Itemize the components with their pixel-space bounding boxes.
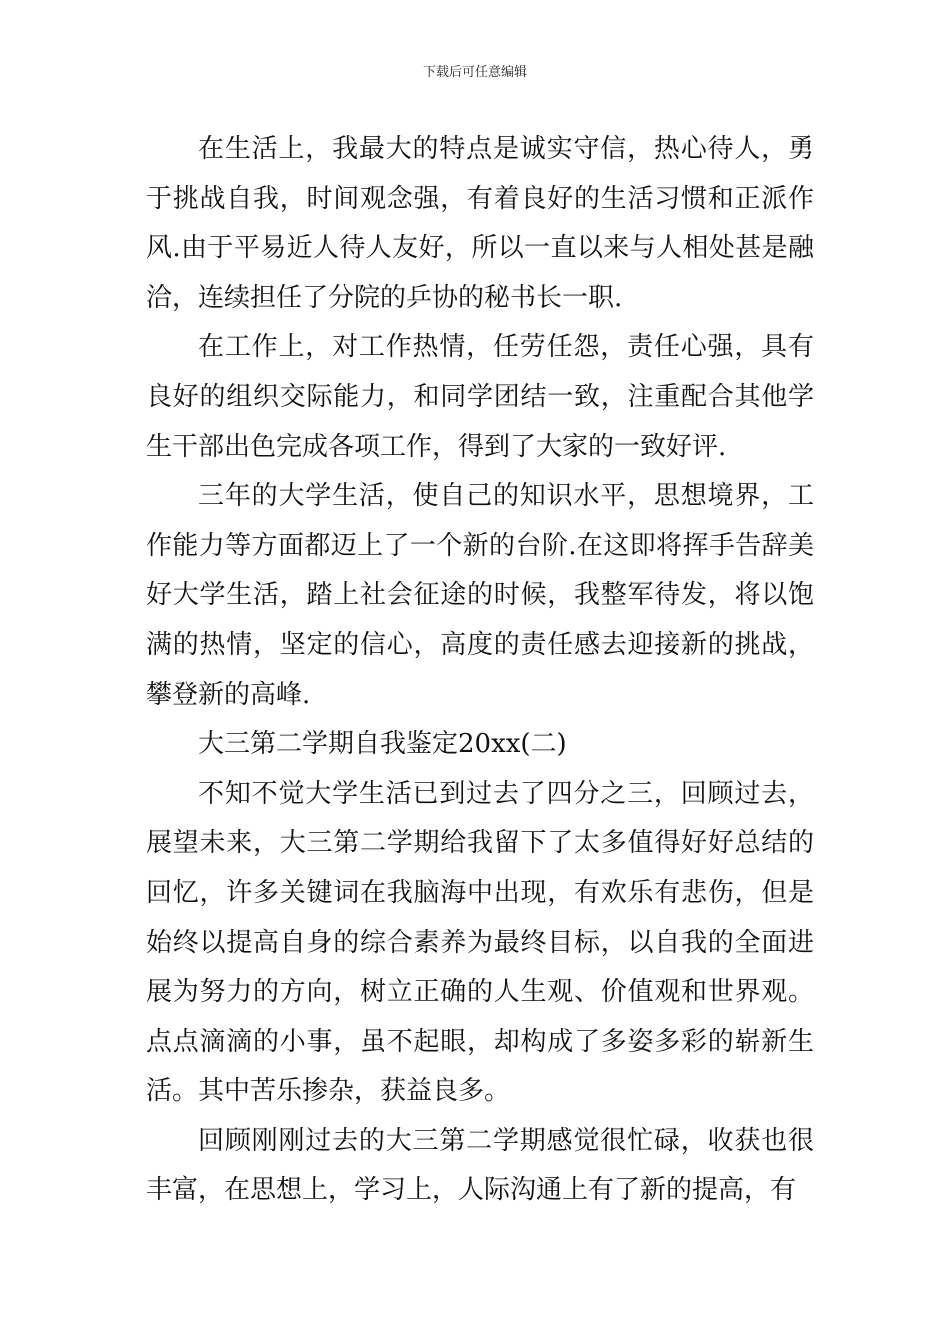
section-heading: 大三第二学期自我鉴定20xx(二) <box>198 729 567 760</box>
paragraph-work: 在工作上，对工作热情，任劳任怨，责任心强，具有良好的组织交际能力，和同学团结一致，注重配合其他学生干部出色完成各项工作，得到了大家的一致好评. <box>146 332 814 462</box>
paragraph-summary: 三年的大学生活，使自己的知识水平，思想境界，工作能力等方面都迈上了一个新的台阶.在这即将挥手告辞美好大学生活，踏上社会征途的时候，我整军待发，将以饱满的热情，坚定的信心，高度的责任感去迎接新的挑战，攀登新的高峰. <box>146 481 814 710</box>
paragraph-review: 回顾刚刚过去的大三第二学期感觉很忙碌，收获也很丰富，在思想上，学习上，人际沟通上有了新的提高，有 <box>146 1125 814 1206</box>
document-body <box>146 125 814 1216</box>
paragraph-reflection: 不知不觉大学生活已到过去了四分之三，回顾过去，展望未来，大三第二学期给我留下了太多值得好好总结的回忆，许多关键词在我脑海中出现，有欢乐有悲伤，但是始终以提高自身的综合素养为最终目标，以自我的全面进展为努力的方向，树立正确的人生观、价值观和世界观。点点滴滴的小事，虽不起眼，却构成了多姿多彩的崭新生活。其中苦乐掺杂，获益良多。 <box>146 778 814 1107</box>
paragraph-life: 在生活上，我最大的特点是诚实守信，热心待人，勇于挑战自我，时间观念强，有着良好的生活习惯和正派作风.由于平易近人待人友好，所以一直以来与人相处甚是融洽，连续担任了分院的乒协的秘书长一职. <box>146 134 814 313</box>
page-header-note: 下载后可任意编辑 <box>422 65 527 80</box>
